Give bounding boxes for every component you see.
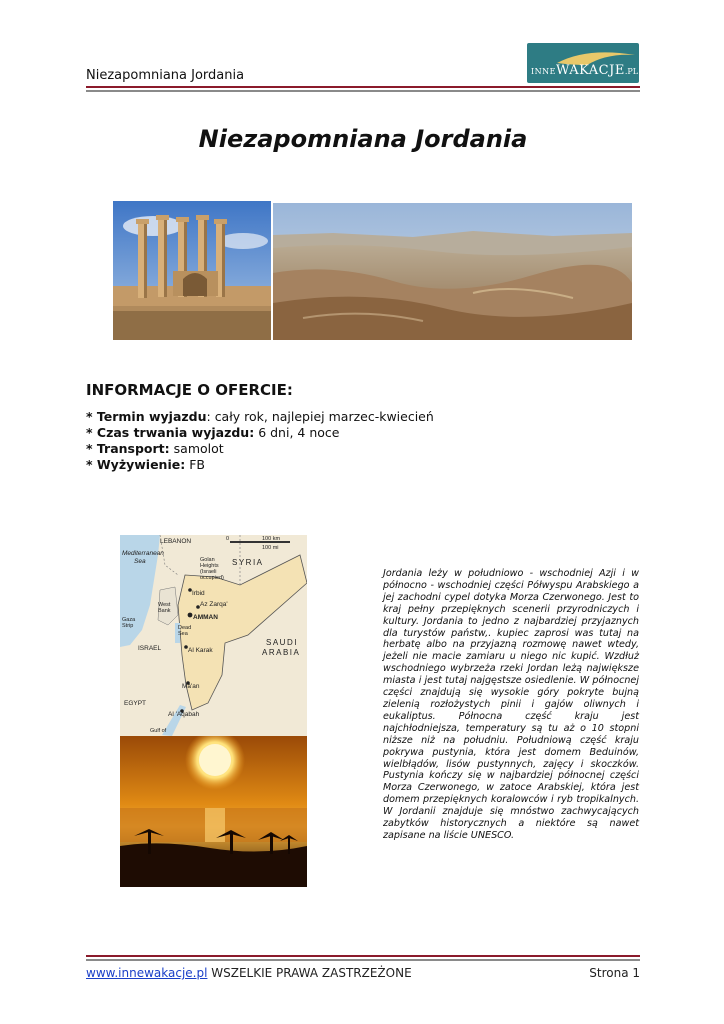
offer-item-board [86,457,434,473]
map-label-golan1: Golan [200,557,215,563]
footer [86,966,640,980]
map-label-karak: Al Karak [188,647,213,654]
header-rule-red [86,86,640,88]
offer-value-transport: samolot [173,441,224,456]
offer-bullet: * [86,409,97,424]
offer-value-duration: 6 dni, 4 noce [258,425,340,440]
logo-tld: .PL [624,67,639,76]
map-label-zarqa: Az Zarqa' [200,601,228,608]
offer-item-date [86,409,434,425]
header-title: Niezapomniana Jordania [86,68,245,83]
map-label-aqaba: Al 'Aqabah [168,711,200,718]
offer-heading: INFORMACJE O OFERCIE: [86,381,293,399]
offer-value-board: FB [189,457,205,472]
offer-list [86,409,434,473]
offer-item-duration [86,425,434,441]
map-label-westbank2: Bank [158,608,171,614]
map-scale-mi: 100 mi [262,545,279,551]
map-scale-zero: 0 [226,536,230,542]
map-label-saudi1: SAUDI [266,638,298,647]
map-label-irbid: Irbid [192,590,205,597]
offer-bullet: * [86,441,97,456]
map-scale-km: 100 km [262,536,281,542]
logo-text [531,59,638,78]
map-label-westbank1: West [158,602,171,608]
offer-bullet: * [86,425,97,440]
map-label-saudi2: ARABIA [262,648,301,657]
innewakacje-logo[interactable] [527,43,639,83]
logo-main: WAKACJE [556,63,625,78]
map-label-golan4: occupied) [200,575,224,581]
map-label-syria: SYRIA [232,558,264,567]
map-label-israel: ISRAEL [138,645,162,652]
map-label-amman: AMMAN [193,614,218,621]
temple-columns-photo [113,201,271,340]
offer-label-date: Termin wyjazdu [96,409,207,424]
map-label-sea2: Sea [134,558,146,565]
offer-sep: : [206,409,215,424]
offer-value-date: cały rok, najlepiej marzec-kwiecień [214,409,434,424]
offer-label-transport: Transport: [96,441,170,456]
offer-bullet: * [86,457,97,472]
footer-rule-red [86,955,640,957]
offer-label-board: Wyżywienie: [96,457,186,472]
footer-page-number: Strona 1 [589,966,640,980]
header-rule-grey [86,90,640,92]
offer-item-transport [86,441,434,457]
map-label-golan3: (Israeli [200,569,217,575]
map-label-gaza2: Strip [122,623,134,629]
footer-rule-grey [86,959,640,961]
footer-website-link[interactable]: www.innewakacje.pl [86,966,208,980]
logo-prefix: INNE [531,67,556,76]
offer-label-duration: Czas trwania wyjazdu: [96,425,255,440]
map-label-deadsea2: Sea [178,631,188,637]
map-label-deadsea1: Dead [178,625,192,631]
footer-rights: WSZELKIE PRAWA ZASTRZEŻONE [211,966,412,980]
desert-landscape-photo [273,203,632,340]
map-label-lebanon: LEBANON [160,538,192,545]
map-label-maan: Ma'an [182,683,200,690]
map-label-sea1: Mediterranean [122,550,164,557]
jordan-description: Jordania leży w południowo - wschodniej Azji i w północno - wschodniej części Półwyspu Arabskiego a jej zachodni cypel dotyka Morza Czerwonego. Jest to kraj pełny przepięknych scenerii przyrodniczych i kultury. Jordania to jedno z najbardziej przyjaznych dla turystów państw,. kupiec zaprosi was tutaj na herbatę albo na przyjazną rozmowę nawet wtedy, jeżeli nie macie zamiaru u niego nic kupić. Wzdłuż wschodniego wybrzeża rzeki Jordan leżą największe miasta i jest tutaj najgęstsze osiedlenie. W północnej części znajdują się wysokie góry pokryte bujną zielenią rozłożystych pinii i gajów oliwnych i eukaliptus. Północna część kraju jest najchłodniejsza, temperatury są tu aż o 10 stopni niższe niż na południu. Południową część kraju pokrywa pustynia, która jest domem Beduinów, wielbłądów, lisów pustynnych, zajęcy i skoczków. Pustynia kończy się w najbardziej północnej części Morza Czerwonego, w zatoce Arabskiej, która jest domem przepięknych koralowców i ryb tropikalnych. W Jordanii znajduje się mnóstwo zachwycających zabytków historycznych a niektóre są nawet zapisane na liście UNESCO. [383,568,639,841]
map-label-golan2: Heights [200,563,219,569]
jordan-map [120,535,307,736]
footer-left [86,966,412,980]
map-label-gulf: Gulf of [150,728,167,734]
map-label-gaza1: Gaza [122,617,136,623]
page-title: Niezapomniana Jordania [198,125,528,153]
red-sea-sunset-photo [120,736,307,887]
map-label-egypt: EGYPT [124,700,147,707]
map-city-amman [188,613,193,618]
